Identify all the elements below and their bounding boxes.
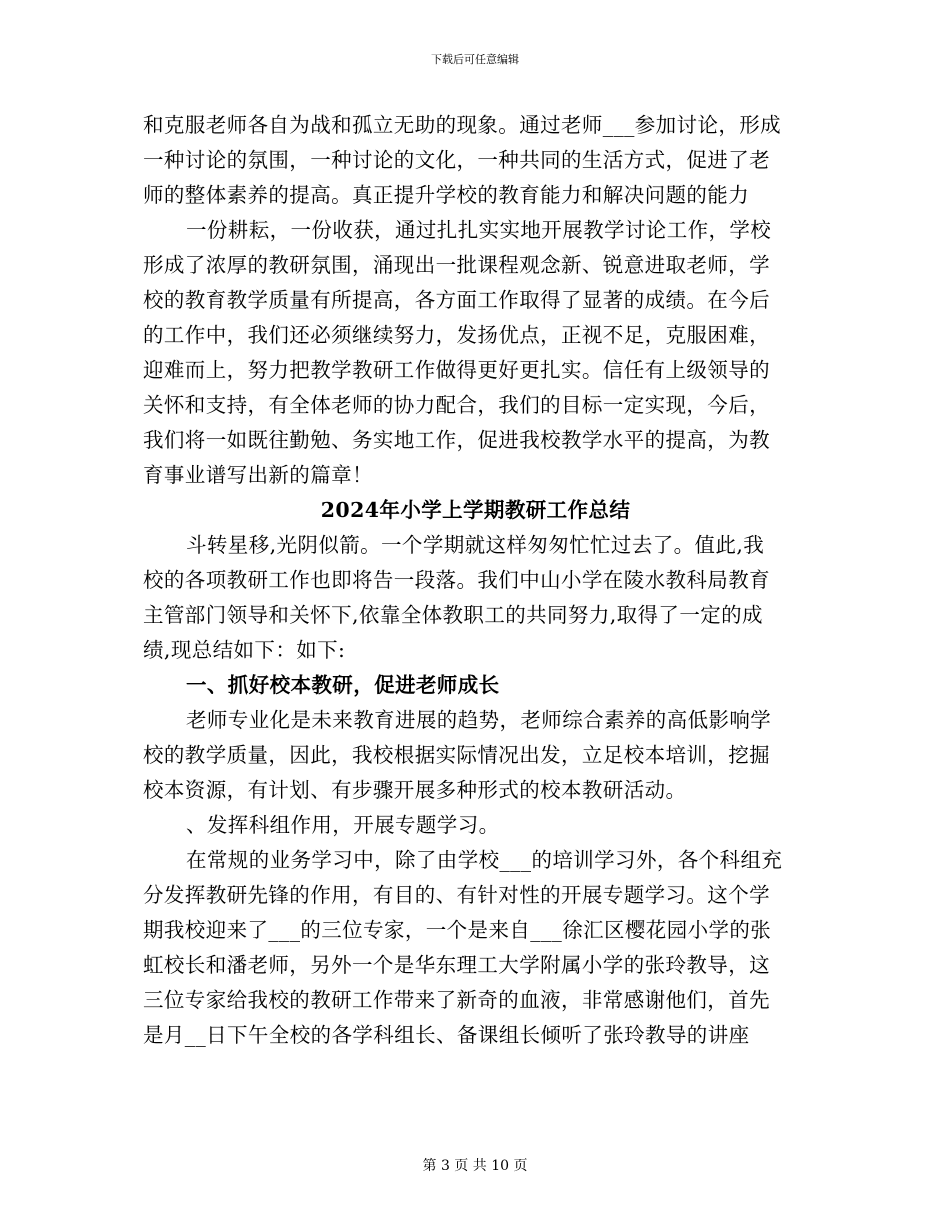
body-line: 三位专家给我校的教研工作带来了新奇的血液，非常感谢他们，首先 [143, 988, 770, 1012]
body-line: 校本资源，有计划、有步骤开展多种形式的校本教研活动。 [143, 778, 687, 802]
paragraph-start: 在常规的业务学习中，除了由学校___的培训学习外，各个科组充 [186, 848, 783, 872]
body-line: 我们将一如既往勤勉、务实地工作，促进我校教学水平的提高，为教 [143, 428, 770, 452]
paragraph-start: 斗转星移,光阴似箭。一个学期就这样匆匆忙忙过去了。值此,我 [186, 533, 765, 557]
body-line: 迎难而上，努力把教学教研工作做得更好更扎实。信任有上级领导的 [143, 358, 770, 382]
paragraph-start: 一份耕耘，一份收获，通过扎扎实实地开展教学讨论工作，学校 [186, 218, 772, 242]
body-line: 校的教育教学质量有所提高，各方面工作取得了显著的成绩。在今后 [143, 288, 770, 312]
body-line: 一种讨论的氛围，一种讨论的文化，一种共同的生活方式，促进了老 [143, 148, 770, 172]
section-title: 2024年小学上学期教研工作总结 [320, 498, 631, 522]
paragraph-start: 老师专业化是未来教育进展的趋势，老师综合素养的高低影响学 [186, 708, 772, 732]
body-line: 的工作中，我们还必须继续努力，发扬优点，正视不足，克服困难， [143, 323, 770, 347]
subsection-heading: 、发挥科组作用，开展专题学习。 [186, 813, 500, 837]
body-line: 期我校迎来了___的三位专家，一个是来自___徐汇区樱花园小学的张 [143, 918, 772, 942]
body-line: 和克服老师各自为战和孤立无助的现象。通过老师___参加讨论，形成 [143, 113, 782, 137]
body-line: 关怀和支持，有全体老师的协力配合，我们的目标一定实现，今后， [143, 393, 770, 417]
body-line: 是月__日下午全校的各学科组长、备课组长倾听了张玲教导的讲座 [143, 1023, 750, 1047]
body-line: 主管部门领导和关怀下,依靠全体教职工的共同努力,取得了一定的成 [143, 603, 763, 627]
document-body [143, 108, 808, 1053]
page-header: 下载后可任意编辑 [431, 53, 519, 66]
body-line: 分发挥教研先锋的作用，有目的、有针对性的开展专题学习。这个学 [143, 883, 770, 907]
section-heading: 一、抓好校本教研，促进老师成长 [186, 673, 500, 697]
body-line: 育事业谱写出新的篇章！ [143, 463, 373, 487]
body-line: 校的教学质量，因此，我校根据实际情况出发，立足校本培训，挖掘 [143, 743, 770, 767]
body-line: 形成了浓厚的教研氛围，涌现出一批课程观念新、锐意进取老师，学 [143, 253, 770, 277]
body-line: 师的整体素养的提高。真正提升学校的教育能力和解决问题的能力 [143, 183, 750, 207]
body-line: 虹校长和潘老师，另外一个是华东理工大学附属小学的张玲教导，这 [143, 953, 770, 977]
page-footer: 第 3 页 共 10 页 [422, 1158, 528, 1174]
body-line: 绩,现总结如下：如下: [143, 638, 346, 662]
body-line: 校的各项教研工作也即将告一段落。我们中山小学在陵水教科局教育 [143, 568, 770, 592]
